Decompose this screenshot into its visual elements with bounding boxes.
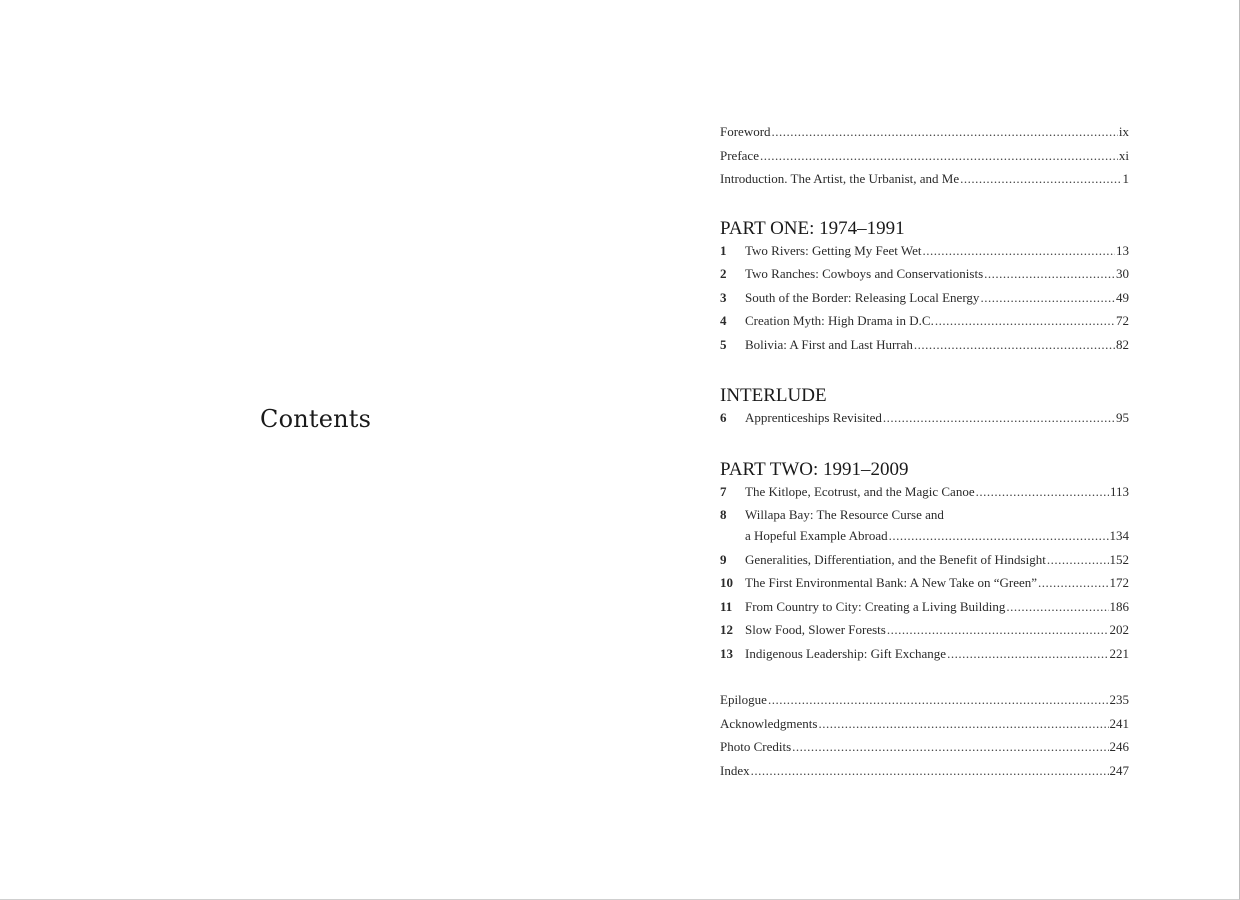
toc-entry-page: 72: [1116, 313, 1129, 328]
dot-leader: [976, 483, 1109, 501]
toc-chapter-1[interactable]: [720, 242, 1129, 266]
dot-leader: [760, 147, 1118, 165]
dot-leader: [792, 738, 1108, 756]
toc-entry-title: Slow Food, Slower Forests: [745, 622, 886, 637]
chapter-number: 8: [720, 507, 727, 522]
toc-entry-page: 186: [1109, 598, 1129, 614]
left-page: [0, 0, 620, 898]
toc-chapter-5[interactable]: [720, 336, 1129, 360]
toc-entry-page: 1: [1122, 171, 1129, 186]
toc-chapter-8-continued[interactable]: [720, 527, 1129, 551]
dot-leader: [960, 170, 1121, 188]
dot-leader: [768, 691, 1109, 709]
toc-entry-page: 30: [1116, 266, 1129, 281]
chapter-number: 5: [720, 336, 727, 352]
toc-entry-page: 113: [1109, 483, 1129, 499]
toc-entry-title: The First Environmental Bank: A New Take on “Green”: [745, 575, 1037, 590]
spacer: [720, 433, 1129, 459]
part-heading-interlude: INTERLUDE: [720, 385, 827, 406]
toc-entry-index[interactable]: [720, 762, 1129, 786]
toc-entry-page: ix: [1118, 124, 1129, 139]
toc-entry-title: Foreword: [720, 124, 771, 139]
chapter-number: 13: [720, 645, 733, 661]
toc-entry-title: From Country to City: Creating a Living Building: [745, 598, 1006, 614]
chapter-number: 12: [720, 622, 733, 637]
dot-leader: [914, 336, 1115, 354]
dot-leader: [1047, 551, 1109, 569]
toc-chapter-11[interactable]: [720, 598, 1129, 622]
table-of-contents: [720, 123, 1129, 785]
right-page: [620, 0, 1238, 898]
dot-leader: [1006, 598, 1108, 616]
dot-leader: [883, 409, 1115, 427]
toc-entry-acknowledgments[interactable]: [720, 715, 1129, 739]
contents-heading: Contents: [260, 405, 372, 433]
toc-chapter-10[interactable]: [720, 574, 1129, 598]
toc-entry-title: Generalities, Differentiation, and the Benefit of Hindsight: [745, 551, 1046, 567]
toc-entry-title: Acknowledgments: [720, 715, 818, 731]
toc-entry-epilogue[interactable]: [720, 691, 1129, 715]
chapter-number: 2: [720, 266, 727, 281]
toc-entry-page: 152: [1109, 551, 1129, 567]
toc-chapter-7[interactable]: [720, 483, 1129, 507]
toc-entry-page: 49: [1116, 289, 1129, 305]
toc-entry-title: Introduction. The Artist, the Urbanist, and Me: [720, 171, 960, 186]
toc-entry-title: Preface: [720, 147, 759, 163]
part-heading-two: PART TWO: 1991–2009: [720, 458, 909, 480]
toc-entry-title: Bolivia: A First and Last Hurrah: [745, 336, 913, 352]
toc-entry-title: Epilogue: [720, 692, 767, 707]
toc-chapter-4[interactable]: [720, 312, 1129, 336]
dot-leader: [751, 762, 1109, 780]
chapter-number: 6: [720, 410, 727, 425]
toc-entry-title-continued: a Hopeful Example Abroad: [745, 528, 888, 543]
toc-entry-title: South of the Border: Releasing Local Energy: [745, 289, 980, 305]
dot-leader: [935, 312, 1115, 330]
chapter-number: 10: [720, 575, 733, 590]
toc-chapter-8[interactable]: [720, 506, 1129, 527]
toc-entry-page: 246: [1109, 739, 1129, 754]
dot-leader: [1038, 574, 1109, 592]
toc-entry-page: 95: [1116, 410, 1129, 425]
toc-entry-title: Two Ranches: Cowboys and Conservationists: [745, 266, 984, 281]
toc-entry-title: Two Rivers: Getting My Feet Wet: [745, 242, 922, 258]
toc-chapter-2[interactable]: [720, 265, 1129, 289]
toc-entry-page: xi: [1118, 147, 1129, 163]
toc-entry-page: 82: [1116, 336, 1129, 352]
spacer: [720, 194, 1129, 218]
toc-entry-page: 235: [1109, 692, 1129, 707]
chapter-number: 1: [720, 242, 727, 258]
dot-leader: [947, 645, 1108, 663]
dot-leader: [889, 527, 1109, 545]
chapter-number: 7: [720, 483, 727, 499]
toc-entry-title: Photo Credits: [720, 739, 792, 754]
toc-entry-page: 172: [1109, 575, 1129, 590]
dot-leader: [984, 265, 1115, 283]
toc-chapter-3[interactable]: [720, 289, 1129, 313]
toc-chapter-13[interactable]: [720, 645, 1129, 669]
toc-chapter-6[interactable]: [720, 409, 1129, 433]
toc-entry-page: 202: [1109, 622, 1129, 637]
toc-entry-introduction[interactable]: [720, 170, 1129, 194]
toc-entry-page: 241: [1109, 715, 1129, 731]
toc-entry-title: Indigenous Leadership: Gift Exchange: [745, 645, 947, 661]
chapter-number: 11: [720, 598, 733, 614]
chapter-number: 9: [720, 551, 727, 567]
toc-entry-page: 221: [1109, 645, 1129, 661]
toc-entry-page: 247: [1109, 762, 1129, 778]
spacer: [720, 359, 1129, 385]
toc-entry-title: Apprenticeships Revisited: [745, 410, 882, 425]
part-heading-one: PART ONE: 1974–1991: [720, 217, 905, 239]
chapter-number: 4: [720, 313, 727, 328]
spacer: [720, 668, 1129, 691]
dot-leader: [818, 715, 1108, 733]
toc-entry-title: Willapa Bay: The Resource Curse and: [745, 507, 944, 522]
toc-entry-page: 134: [1109, 528, 1129, 543]
dot-leader: [887, 621, 1109, 639]
dot-leader: [923, 242, 1115, 260]
dot-leader: [772, 123, 1118, 141]
toc-chapter-12[interactable]: [720, 621, 1129, 645]
toc-entry-foreword[interactable]: [720, 123, 1129, 147]
chapter-number: 3: [720, 289, 727, 305]
toc-entry-page: 13: [1116, 242, 1129, 258]
toc-entry-title: Index: [720, 762, 750, 778]
toc-chapter-9[interactable]: [720, 551, 1129, 575]
dot-leader: [980, 289, 1115, 307]
toc-entry-title: Creation Myth: High Drama in D.C.: [745, 313, 934, 328]
toc-entry-preface[interactable]: [720, 147, 1129, 171]
toc-entry-title: The Kitlope, Ecotrust, and the Magic Canoe: [745, 483, 975, 499]
toc-entry-photo-credits[interactable]: [720, 738, 1129, 762]
